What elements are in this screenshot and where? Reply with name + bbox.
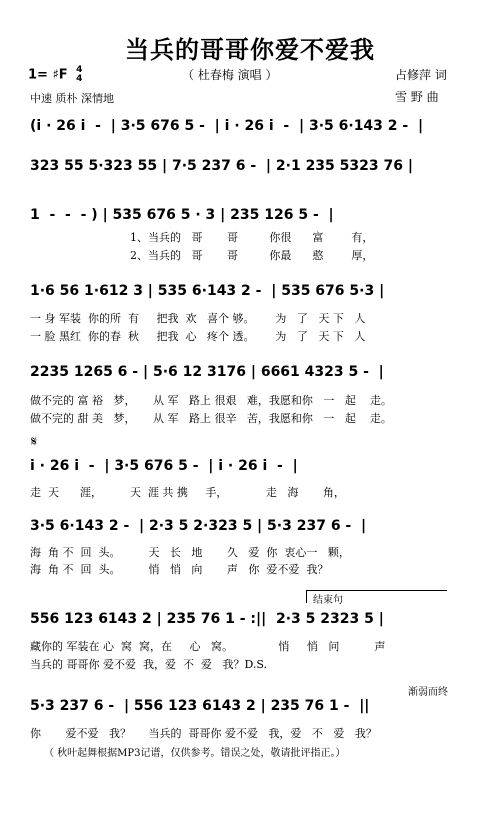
tempo-marking: 中速 质朴 深情地 [30, 92, 114, 105]
lyric-row-4-verse-1: 一 身 军装 你的所 有 把我 欢 喜个 够。 为 了 天 下 人 [30, 312, 366, 325]
notation-row-8: 556 123 6143 2 | 235 76 1 - :|| 2·3 5 2323 5 | [30, 611, 384, 627]
key-signature [28, 66, 82, 84]
meter-top: 4 [76, 65, 83, 75]
notation-row-7: 3·5 6·143 2 - | 2·3 5 2·323 5 | 5·3 237 6 - | [30, 518, 367, 534]
notation-row-4: 1·6 56 1·612 3 | 535 6·143 2 - | 535 676 5·3 | [30, 283, 385, 299]
notation-row-1: (i · 26 i - | 3·5 676 5 - | i · 26 i - | 3·5 6·143 2 - | [30, 118, 424, 134]
ending-label: 结束句 [313, 595, 343, 606]
lyric-row-3-verse-1: 1、当兵的 哥 哥 你很 富 有， [130, 231, 374, 244]
transcription-note: （ 秋叶起舞根据MP3记谱，仅供参考。错误之处，敬请批评指正。） [44, 748, 346, 759]
notation-row-6: i · 26 i - | 3·5 676 5 - | i · 26 i - | [30, 458, 298, 474]
fade-marking: 渐弱而终 [408, 687, 448, 698]
song-title: 当兵的哥哥你爱不爱我 [125, 36, 375, 64]
lyric-row-7-verse-2: 海 角 不 回 头。 悄 悄 向 声 你 爱不爱 我？ [30, 563, 329, 576]
notation-row-3: 1 - - - ) | 535 676 5 · 3 | 235 126 5 - | [30, 207, 334, 223]
notation-row-2: 323 55 5·323 55 | 7·5 237 6 - | 2·1 235 5323 76 | [30, 158, 413, 174]
notation-row-9: 5·3 237 6 - | 556 123 6143 2 | 235 76 1 - || [30, 698, 370, 714]
lyric-row-8-verse-1: 藏你的 军装在 心 窝 窝，在 心 窝。 悄 悄 问 声 [30, 640, 386, 653]
time-signature [76, 66, 82, 84]
lyric-row-6: 走 天 涯， 天 涯 共 携 手， 走 海 角， [30, 486, 345, 499]
segno-sign: 𝄋 [31, 434, 38, 450]
lyric-row-5-verse-1: 做不完的 富 裕 梦， 从 军 路上 很艰 难，我愿和你 一 起 走。 [30, 394, 392, 407]
lyric-row-7-verse-1: 海 角 不 回 头。 天 长 地 久 爱 你 衷心一 颗， [30, 546, 350, 559]
lyric-row-5-verse-2: 做不完的 甜 美 梦， 从 军 路上 很辛 苦，我愿和你 一 起 走。 [30, 412, 392, 425]
key-label: 1= ♯F [28, 67, 68, 83]
notation-row-5: 2235 1265 6 - | 5·6 12 3176 | 6661 4323 5 - | [30, 364, 384, 380]
lyric-row-3-verse-2: 2、当兵的 哥 哥 你最 憨 厚， [130, 249, 374, 262]
composer-credit: 雪 野 曲 [395, 90, 439, 104]
lyric-row-9: 你 爱不爱 我？ 当兵的 哥哥你 爱不爱 我，爱 不 爱 我？ [30, 727, 377, 740]
meter-bottom: 4 [76, 74, 83, 84]
lyric-row-4-verse-2: 一 脸 黑红 你的春 秋 把我 心 疼个 透。 为 了 天 下 人 [30, 330, 366, 343]
singer-credit: （ 杜春梅 演唱 ） [182, 68, 278, 82]
lyricist-credit: 占修萍 词 [395, 68, 447, 82]
lyric-row-8-verse-2: 当兵的 哥哥你 爱不爱 我，爱 不 爱 我？D.S. [30, 658, 268, 671]
